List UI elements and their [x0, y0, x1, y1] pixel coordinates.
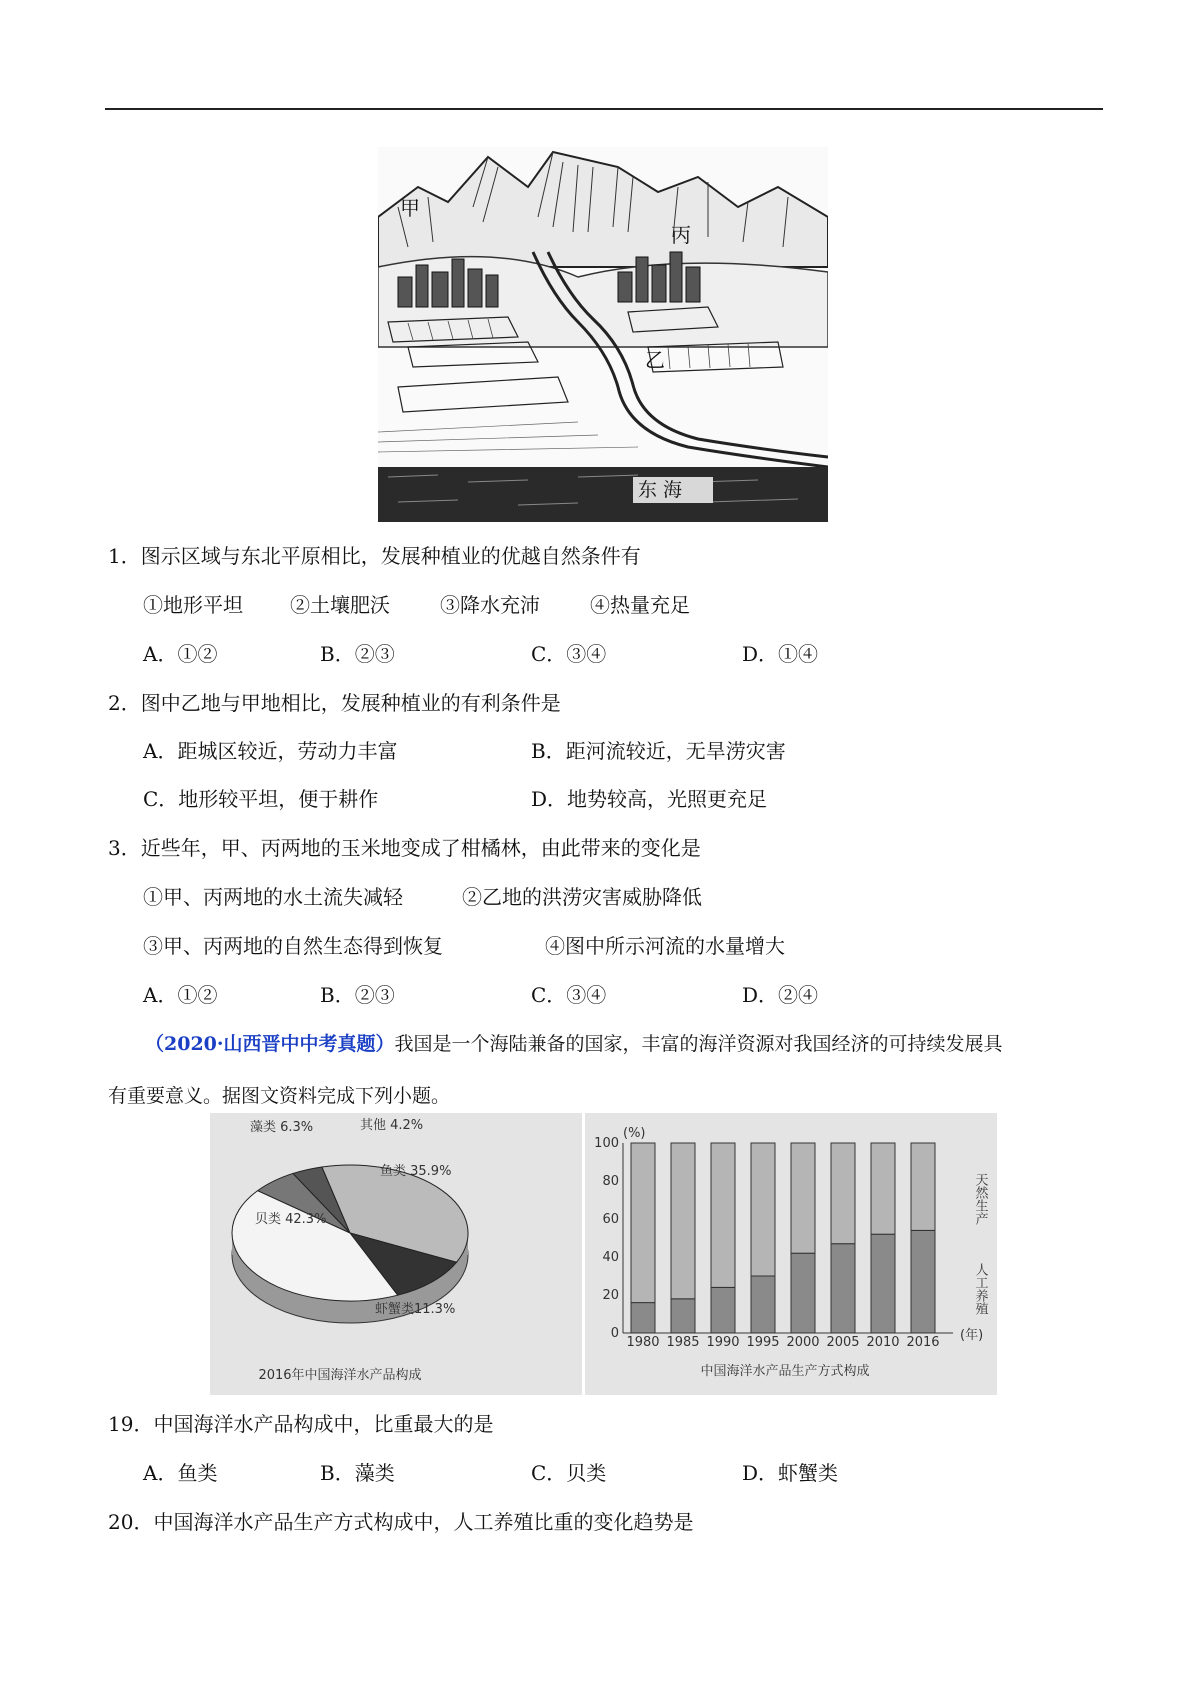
question-19-option-a: A．鱼类 [143, 1461, 218, 1485]
intro-text-1: 我国是一个海陆兼备的国家，丰富的海洋资源对我国经济的可持续发展具 [394, 1033, 1003, 1055]
question-19-option-b: B．藻类 [320, 1461, 395, 1485]
figure-label-yi: 乙 [645, 348, 665, 372]
bar-segment-natural [751, 1143, 775, 1276]
bar-x-tick-label: 1995 [746, 1335, 780, 1350]
question-2-option-a: A．距城区较近，劳动力丰富 [143, 739, 398, 763]
question-19-option-c: C．贝类 [531, 1461, 607, 1485]
question-1-item-4: ④热量充足 [590, 593, 690, 617]
question-1-item-3: ③降水充沛 [440, 593, 540, 617]
bar-legend-artificial: 人工养殖 [972, 1263, 988, 1315]
question-20-stem: 20．中国海洋水产品生产方式构成中，人工养殖比重的变化趋势是 [108, 1510, 694, 1534]
pie-chart-title: 2016年中国海洋水产品构成 [258, 1368, 422, 1383]
bar-segment-artificial [751, 1276, 775, 1333]
question-1-option-c: C．③④ [531, 642, 607, 666]
pie-slice-label-5: 贝类 42.3% [255, 1212, 327, 1227]
landscape-figure [378, 147, 828, 522]
bar-segment-natural [711, 1143, 735, 1287]
question-3-stem: 3．近些年，甲、丙两地的玉米地变成了柑橘林，由此带来的变化是 [108, 836, 701, 860]
figure-label-jia: 甲 [400, 196, 420, 220]
bar-x-tick-label: 1990 [706, 1335, 740, 1350]
bar-segment-artificial [631, 1303, 655, 1333]
question-1-option-a: A．①② [143, 642, 218, 666]
bar-segment-natural [791, 1143, 815, 1253]
bar-x-tick-label: 1980 [626, 1335, 660, 1350]
bar-segment-artificial [791, 1253, 815, 1333]
bar-x-tick-label: 2005 [826, 1335, 860, 1350]
bar-chart-xlabel: (年) [960, 1328, 984, 1343]
bar-segment-artificial [911, 1230, 935, 1333]
bar-segment-natural [671, 1143, 695, 1299]
source-tag: （2020·山西晋中中考真题） [145, 1033, 395, 1055]
question-2-option-b: B．距河流较近，无旱涝灾害 [531, 739, 786, 763]
bar-segment-natural [631, 1143, 655, 1303]
question-3-item-1: ①甲、丙两地的水土流失减轻 [143, 885, 403, 909]
pie-slice-label-1: 藻类 6.3% [250, 1120, 314, 1135]
pie-slice-label-2: 其他 4.2% [360, 1118, 424, 1133]
question-1-item-1: ①地形平坦 [143, 593, 243, 617]
question-3-item-4: ④图中所示河流的水量增大 [545, 934, 785, 958]
question-2-option-d: D．地势较高，光照更充足 [531, 787, 768, 811]
question-19-option-d: D．虾蟹类 [742, 1461, 839, 1485]
bar-segment-natural [871, 1143, 895, 1234]
question-19-stem: 19．中国海洋水产品构成中，比重最大的是 [108, 1412, 494, 1436]
header-rule [105, 108, 1103, 110]
pie-slice-label-3: 鱼类 35.9% [380, 1164, 452, 1179]
question-2-option-c: C．地形较平坦，便于耕作 [143, 787, 379, 811]
pie-slice-label-4: 虾蟹类11.3% [375, 1302, 456, 1317]
bar-y-tick-label: 80 [602, 1174, 619, 1189]
bar-chart-figure [585, 1113, 997, 1395]
bar-y-tick-label: 20 [602, 1288, 619, 1303]
question-3-item-3: ③甲、丙两地的自然生态得到恢复 [143, 934, 443, 958]
question-3-item-2: ②乙地的洪涝灾害威胁降低 [462, 885, 702, 909]
bar-chart-ylabel: (%) [623, 1126, 646, 1141]
question-2-stem: 2．图中乙地与甲地相比，发展种植业的有利条件是 [108, 691, 561, 715]
bar-chart-title: 中国海洋水产品生产方式构成 [700, 1364, 870, 1379]
bar-y-tick-label: 40 [602, 1250, 619, 1265]
bar-x-tick-label: 1985 [666, 1335, 700, 1350]
question-1-item-2: ②土壤肥沃 [290, 593, 390, 617]
bar-x-tick-label: 2010 [866, 1335, 900, 1350]
intro-line-1 [145, 1030, 1003, 1058]
bar-x-tick-label: 2000 [786, 1335, 820, 1350]
bar-x-tick-label: 2016 [906, 1335, 940, 1350]
bar-y-tick-label: 0 [610, 1326, 619, 1341]
pie-chart-figure [210, 1113, 582, 1395]
question-3-option-d: D．②④ [742, 983, 819, 1007]
bar-legend-natural: 天然生产 [972, 1173, 988, 1225]
question-3-option-b: B．②③ [320, 983, 395, 1007]
figure-label-bing: 丙 [671, 223, 691, 247]
question-1-option-d: D．①④ [742, 642, 819, 666]
figure-label-sea: 东 海 [638, 479, 683, 501]
question-3-option-c: C．③④ [531, 983, 607, 1007]
bar-segment-natural [911, 1143, 935, 1230]
bar-segment-artificial [711, 1287, 735, 1333]
bar-segment-artificial [871, 1234, 895, 1333]
question-1-option-b: B．②③ [320, 642, 395, 666]
bar-y-tick-label: 60 [602, 1212, 619, 1227]
question-3-option-a: A．①② [143, 983, 218, 1007]
bar-y-tick-label: 100 [594, 1136, 619, 1151]
question-1-stem: 1．图示区域与东北平原相比，发展种植业的优越自然条件有 [108, 544, 641, 568]
intro-line-2: 有重要意义。据图文资料完成下列小题。 [108, 1085, 451, 1107]
bar-segment-artificial [671, 1299, 695, 1333]
bar-segment-artificial [831, 1244, 855, 1333]
bar-segment-natural [831, 1143, 855, 1244]
